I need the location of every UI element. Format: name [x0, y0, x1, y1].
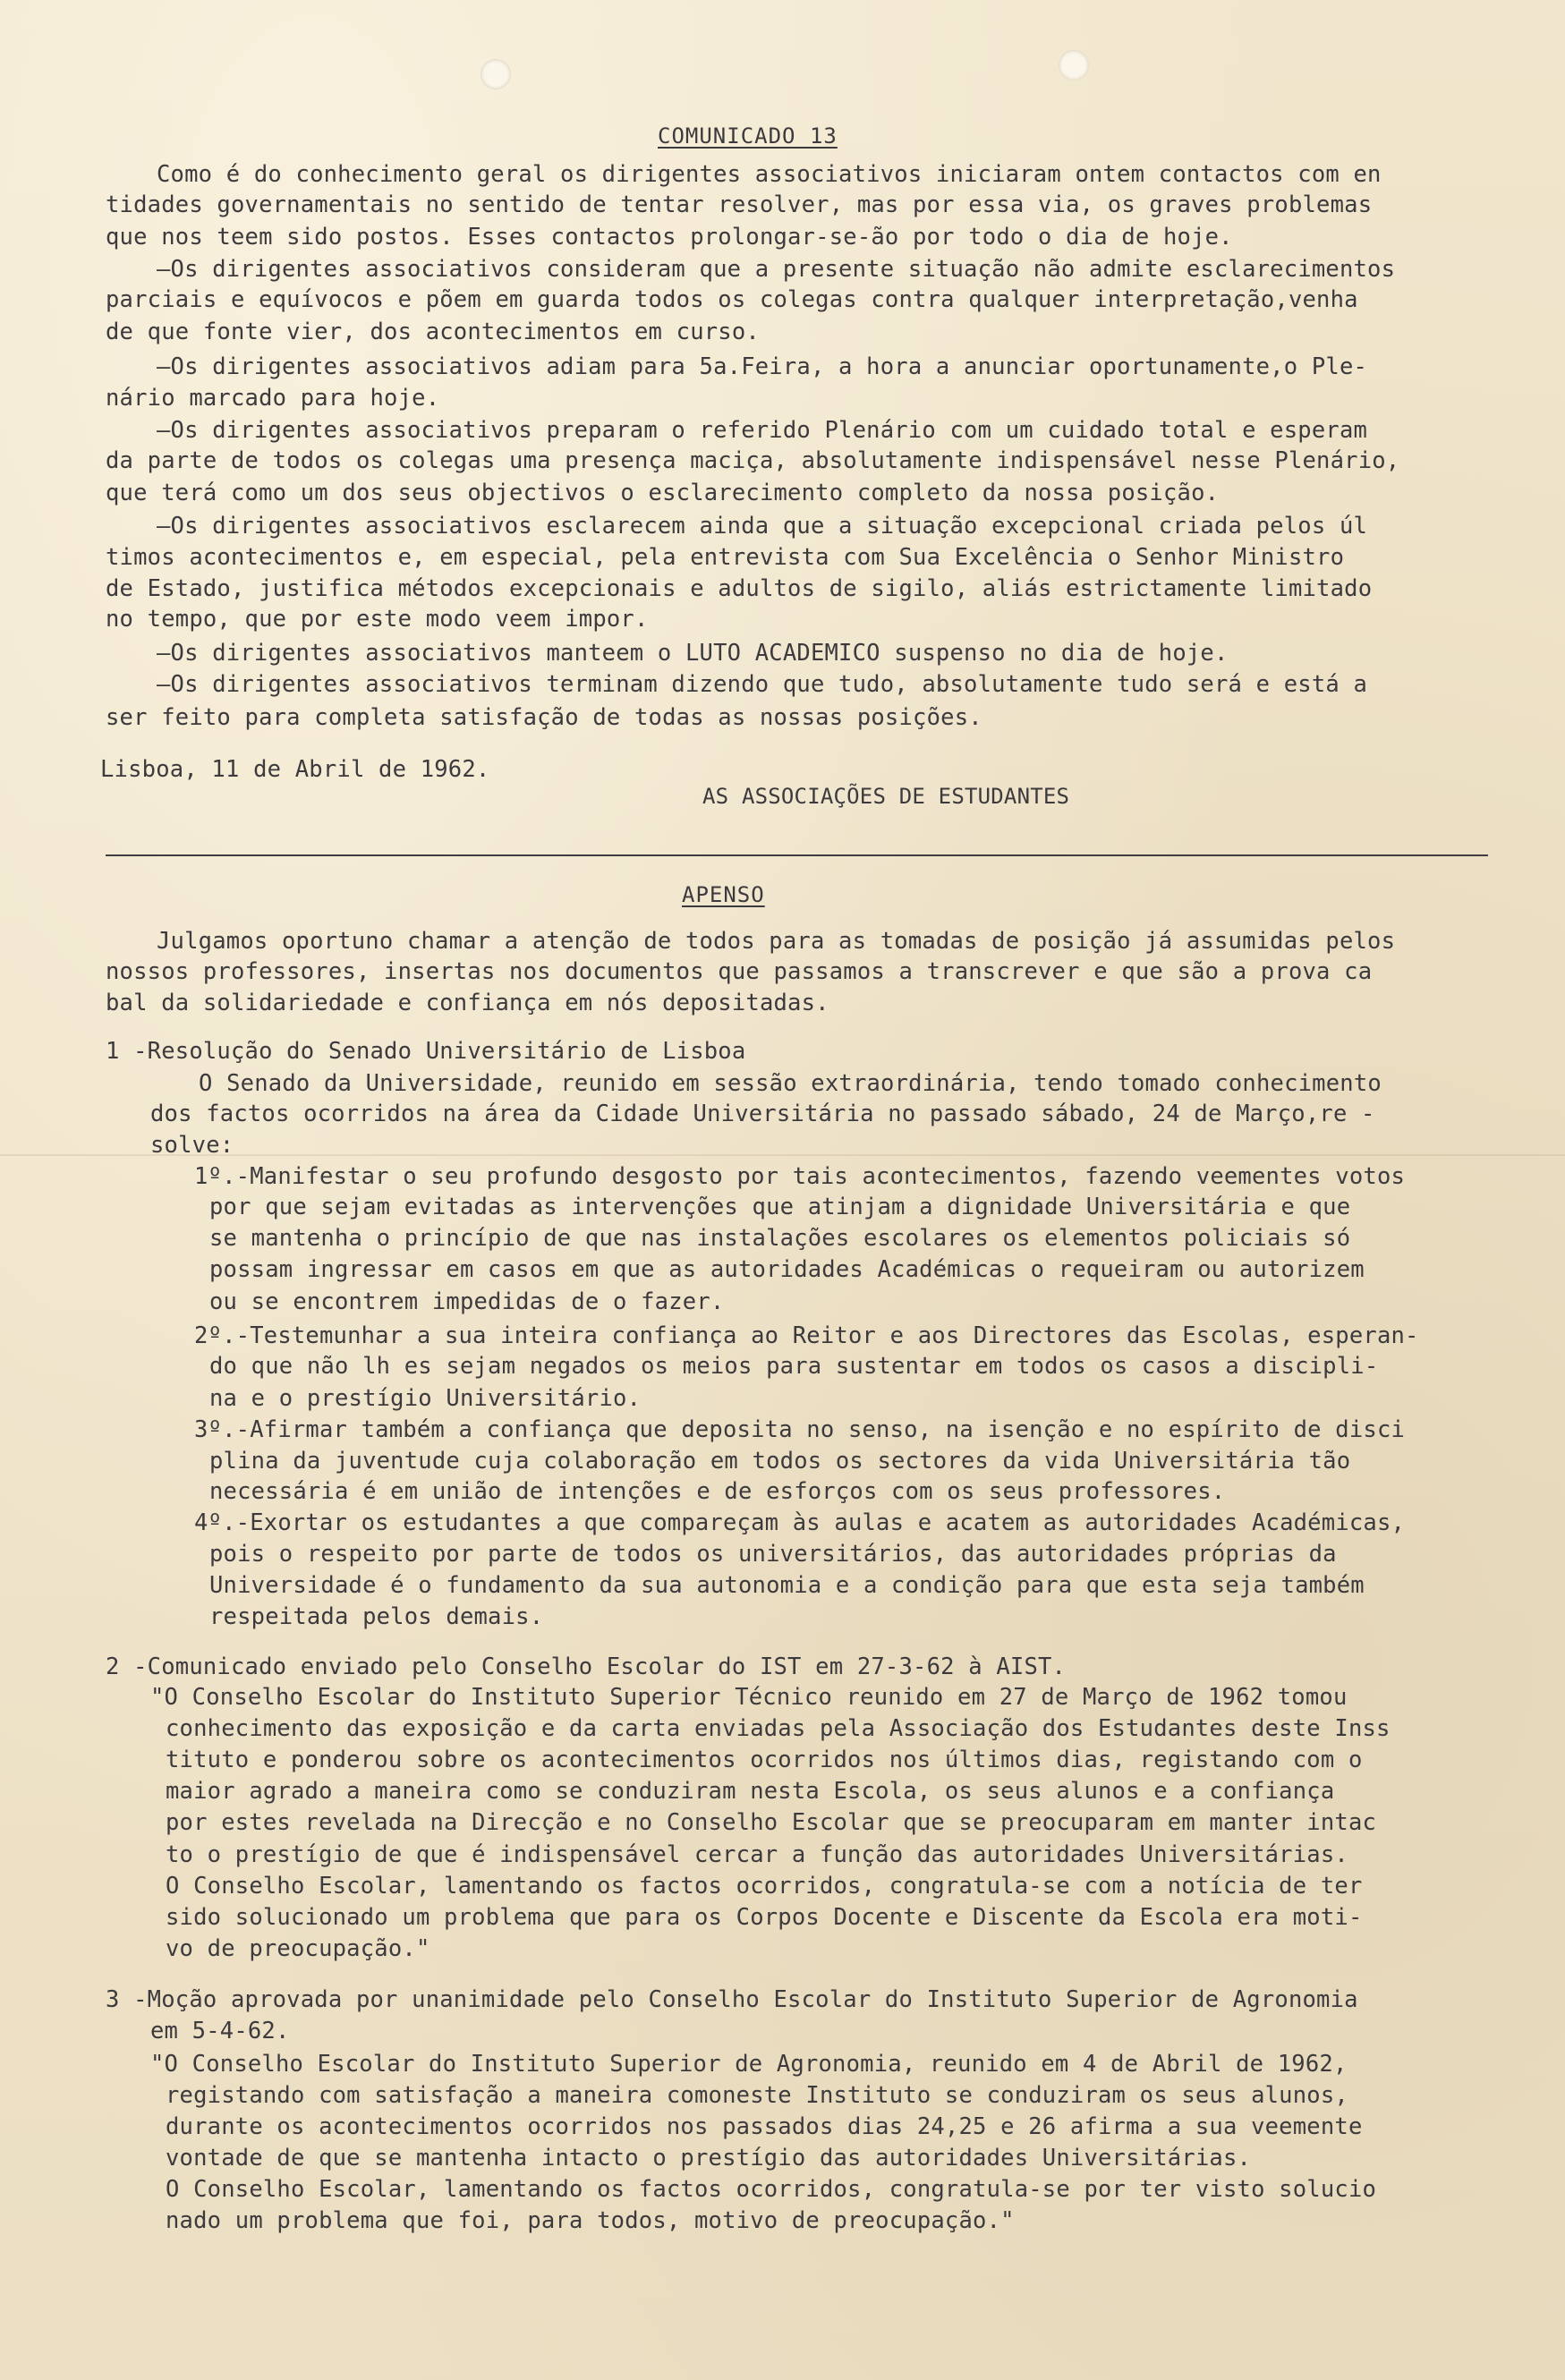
text-line: sido solucionado um problema que para os Corpos Docente e Discente da Escola era moti-	[166, 1904, 1363, 1931]
text-line: solve:	[150, 1132, 234, 1159]
text-line: vo de preocupação."	[166, 1935, 430, 1962]
list-item: possam ingressar em casos em que as autoridades Académicas o requeiram ou autorizem	[209, 1256, 1365, 1283]
text-line: —Os dirigentes associativos preparam o referido Plenário com um cuidado total e esperam	[157, 417, 1368, 444]
text-line: que terá como um dos seus objectivos o esclarecimento completo da nossa posição.	[106, 480, 1220, 506]
list-item: Universidade é o fundamento da sua autonomia e a condição para que esta seja também	[209, 1572, 1365, 1599]
text-line: tituto e ponderou sobre os acontecimentos ocorridos nos últimos dias, registando com o	[166, 1747, 1363, 1773]
punch-hole-left	[481, 59, 511, 89]
text-line: vontade de que se mantenha intacto o prestígio das autoridades Universitárias.	[166, 2145, 1252, 2172]
text-line: tidades governamentais no sentido de tentar resolver, mas por essa via, os graves problemas	[106, 191, 1373, 218]
text-line: de que fonte vier, dos acontecimentos em curso.	[106, 319, 760, 345]
text-line: "O Conselho Escolar do Instituto Superior Técnico reunido em 27 de Março de 1962 tomou	[150, 1684, 1348, 1711]
text-line: —Os dirigentes associativos esclarecem ainda que a situação excepcional criada pelos úl	[157, 513, 1368, 540]
list-item: 4º.-Exortar os estudantes a que compareçam às aulas e acatem as autoridades Académicas,	[194, 1509, 1406, 1536]
text-line: —Os dirigentes associativos terminam dizendo que tudo, absolutamente tudo será e está a	[157, 671, 1368, 698]
text-line: to o prestígio de que é indispensável cercar a função das autoridades Universitárias.	[166, 1841, 1348, 1868]
text-line: registando com satisfação a maneira comoneste Instituto se conduziram os seus alunos,	[166, 2082, 1348, 2109]
text-line: durante os acontecimentos ocorridos nos passados dias 24,25 e 26 afirma a sua veemente	[166, 2113, 1363, 2140]
text-line: que nos teem sido postos. Esses contactos prolongar-se-ão por todo o dia de hoje.	[106, 224, 1233, 251]
text-line: nário marcado para hoje.	[106, 385, 440, 412]
text-line: O Senado da Universidade, reunido em sessão extraordinária, tendo tomado conhecimento	[199, 1070, 1382, 1097]
text-line: da parte de todos os colegas uma presença maciça, absolutamente indispensável nesse Plenário,	[106, 447, 1400, 474]
separator-line	[106, 854, 1488, 856]
punch-hole-right	[1059, 50, 1089, 81]
list-item: respeitada pelos demais.	[209, 1603, 544, 1630]
list-item: por que sejam evitadas as intervenções que atinjam a dignidade Universitária e que	[209, 1194, 1351, 1220]
text-line: conhecimento das exposição e da carta enviadas pela Associação dos Estudantes deste Inss	[166, 1715, 1391, 1742]
section-heading: em 5-4-62.	[150, 2018, 290, 2044]
document-title: COMUNICADO 13	[658, 123, 838, 149]
list-item: plina da juventude cuja colaboração em todos os sectores da vida Universitária tão	[209, 1448, 1351, 1475]
list-item: pois o respeito por parte de todos os universitários, das autoridades próprias da	[209, 1541, 1337, 1568]
list-item: na e o prestígio Universitário.	[209, 1385, 642, 1412]
text-line: bal da solidariedade e confiança em nós depositadas.	[106, 990, 829, 1016]
text-line: dos factos ocorridos na área da Cidade Universitária no passado sábado, 24 de Março,re -	[150, 1101, 1375, 1127]
text-line: maior agrado a maneira como se conduziram nesta Escola, os seus alunos e a confiança	[166, 1778, 1335, 1805]
list-item: 3º.-Afirmar também a confiança que deposita no senso, na isenção e no espírito de disci	[194, 1416, 1406, 1443]
text-line: —Os dirigentes associativos adiam para 5a.Feira, a hora a anunciar oportunamente,o Ple-	[157, 353, 1368, 380]
list-item: se mantenha o princípio de que nas instalações escolares os elementos policiais só	[209, 1225, 1351, 1252]
text-line: —Os dirigentes associativos manteem o LUTO ACADEMICO suspenso no dia de hoje.	[157, 640, 1229, 667]
section-heading: 2 -Comunicado enviado pelo Conselho Escolar do IST em 27-3-62 à AIST.	[106, 1653, 1067, 1680]
list-item: ou se encontrem impedidas de o fazer.	[209, 1288, 725, 1315]
text-line: —Os dirigentes associativos consideram que a presente situação não admite esclarecimentos	[157, 256, 1396, 283]
text-line: Julgamos oportuno chamar a atenção de todos para as tomadas de posição já assumidas pelos	[157, 928, 1396, 955]
text-line: de Estado, justifica métodos excepcionais e adultos de sigilo, aliás estrictamente limitado	[106, 575, 1373, 602]
date-line: Lisboa, 11 de Abril de 1962.	[100, 756, 490, 783]
text-line: parciais e equívocos e põem em guarda todos os colegas contra qualquer interpretação,venha	[106, 286, 1358, 313]
text-line: nossos professores, insertas nos documentos que passamos a transcrever e que são a prova ca	[106, 958, 1373, 985]
text-line: por estes revelada na Direcção e no Conselho Escolar que se preocuparam em manter intac	[166, 1809, 1377, 1836]
list-item: 1º.-Manifestar o seu profundo desgosto por tais acontecimentos, fazendo veementes votos	[194, 1163, 1406, 1190]
text-line: timos acontecimentos e, em especial, pela entrevista com Sua Excelência o Senhor Ministro	[106, 544, 1345, 571]
text-line: ser feito para completa satisfação de todas as nossas posições.	[106, 704, 982, 731]
text-line: Como é do conhecimento geral os dirigentes associativos iniciaram ontem contactos com en	[157, 161, 1382, 188]
list-item: do que não lh es sejam negados os meios para sustentar em todos os casos a discipli-	[209, 1353, 1379, 1380]
text-line: O Conselho Escolar, lamentando os factos ocorridos, congratula-se por ter visto solucio	[166, 2176, 1377, 2203]
appendix-title: APENSO	[682, 882, 765, 907]
list-item: 2º.-Testemunhar a sua inteira confiança ao Reitor e aos Directores das Escolas, esperan-	[194, 1322, 1419, 1349]
list-item: necessária é em união de intenções e de esforços com os seus professores.	[209, 1478, 1226, 1505]
signature: AS ASSOCIAÇÕES DE ESTUDANTES	[702, 784, 1070, 809]
text-line: nado um problema que foi, para todos, motivo de preocupação."	[166, 2207, 1015, 2234]
text-line: O Conselho Escolar, lamentando os factos ocorridos, congratula-se com a notícia de ter	[166, 1873, 1363, 1900]
page-fold	[0, 1154, 1565, 1156]
section-heading: 1 -Resolução do Senado Universitário de Lisboa	[106, 1038, 746, 1065]
section-heading: 3 -Moção aprovada por unanimidade pelo Conselho Escolar do Instituto Superior de Agronomia	[106, 1986, 1358, 2013]
text-line: no tempo, que por este modo veem impor.	[106, 606, 649, 633]
text-line: "O Conselho Escolar do Instituto Superior de Agronomia, reunido em 4 de Abril de 1962,	[150, 2051, 1348, 2078]
